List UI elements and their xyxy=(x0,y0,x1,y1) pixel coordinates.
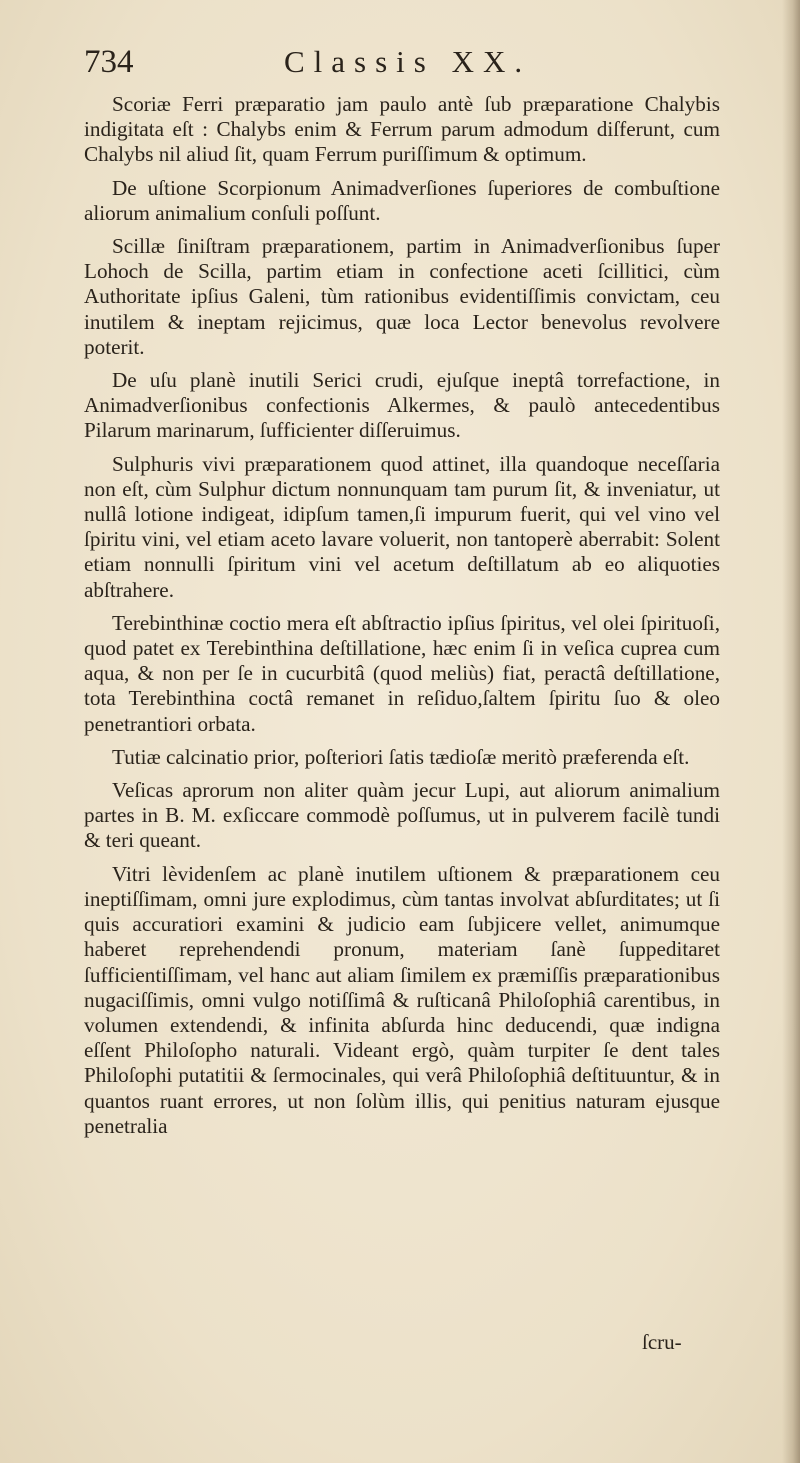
paragraph-scorpionum: De uſtione Scorpionum Animadverſiones ſuperiores de combuſtione aliorum animalium conſuli poſſunt. xyxy=(84,175,720,225)
page-edge-shadow xyxy=(782,0,800,1463)
page-header xyxy=(84,44,724,90)
paragraph-scoriae-ferri: Scoriæ Ferri præparatio jam paulo antè ſub præparatione Chalybis indigitata eſt : Chalybs enim & Ferrum parum admodum diſferunt, cum Chalybs nil aliud ſit, quam Ferrum puriſſimum & optimum. xyxy=(84,92,720,167)
paragraph-sulphuris-vivi: Sulphuris vivi præparationem quod attinet, illa quandoque neceſſaria non eſt, cùm Sulphur dictum nonnunquam tam purum ſit, & inveniatur, ut nullâ lotione indigeat, idipſum tamen,ſi impurum fuerit, qui vel vino vel ſpiritu vini, vel etiam aceto lavare voluerit, non tantoperè aberrabit: Solent etiam nonnulli ſpiritum vini vel acetum deſtillatum ab eo aliquoties abſtrahere. xyxy=(84,451,720,602)
page-body xyxy=(84,92,720,1147)
catchword: ſcru- xyxy=(642,1330,682,1354)
paragraph-vitri: Vitri lèvidenſem ac planè inutilem uſtionem & præparationem ceu ineptiſſimam, omni jure explodimus, cùm tantas involvat abſurditates; ut ſi quis accuratiori examini & judicio eam ſubjicere vellet, animumque haberet reprehendendi pronum, materiam ſanè ſuppeditaret ſufficientiſſimam, vel hanc aut aliam ſimilem ex præmiſſis præparationibus nugaciſſimis, omni vulgo notiſſimâ & ruſticanâ Philoſophiâ carentibus, in volumen extendendi, & infinita abſurda hinc deducendi, quæ indigna eſſent Philoſopho naturali. Videant ergò, quàm turpiter ſe dent tales Philoſophi putatitii & ſermocinales, qui verâ Philoſophiâ deſtituuntur, & in quantos ruant errores, ut non ſolùm illis, qui penitius naturam ejusque penetralia xyxy=(84,861,720,1138)
running-title: Classis XX. xyxy=(284,44,532,79)
paragraph-scillae: Scillæ ſiniſtram præparationem, partim in Animadverſionibus ſuper Lohoch de Scilla, partim etiam in confectione aceti ſcillitici, cùm Authoritate ipſius Galeni, tùm rationibus evidentiſſimis convictam, ceu inutilem & ineptam rejicimus, quæ loca Lector benevolus revolvere poterit. xyxy=(84,234,720,359)
paragraph-vesicas-aprorum: Veſicas aprorum non aliter quàm jecur Lupi, aut aliorum animalium partes in B. M. exſiccare commodè poſſumus, ut in pulverem facilè tundi & teri queant. xyxy=(84,778,720,853)
page-number: 734 xyxy=(84,44,134,80)
paragraph-tutiae: Tutiæ calcinatio prior, poſteriori ſatis tædioſæ meritò præferenda eſt. xyxy=(112,744,690,769)
paragraph-serici-crudi: De uſu planè inutili Serici crudi, ejuſque ineptâ torrefactione, in Animadverſionibus confectionis Alkermes, & paulò antecedentibus Pilarum marinarum, ſufficienter diſſeruimus. xyxy=(84,368,720,443)
paragraph-terebinthinae: Terebinthinæ coctio mera eſt abſtractio ipſius ſpiritus, vel olei ſpirituoſi, quod patet ex Terebinthina deſtillatione, hæc enim ſi in veſica cuprea cum aqua, & non per ſe in cucurbitâ (quod meliùs) fiat, peractâ deſtillatione, tota Terebinthina coctâ remanet in reſiduo,ſaltem ſpiritu ſuo & oleo penetrantiori orbata. xyxy=(84,610,720,736)
